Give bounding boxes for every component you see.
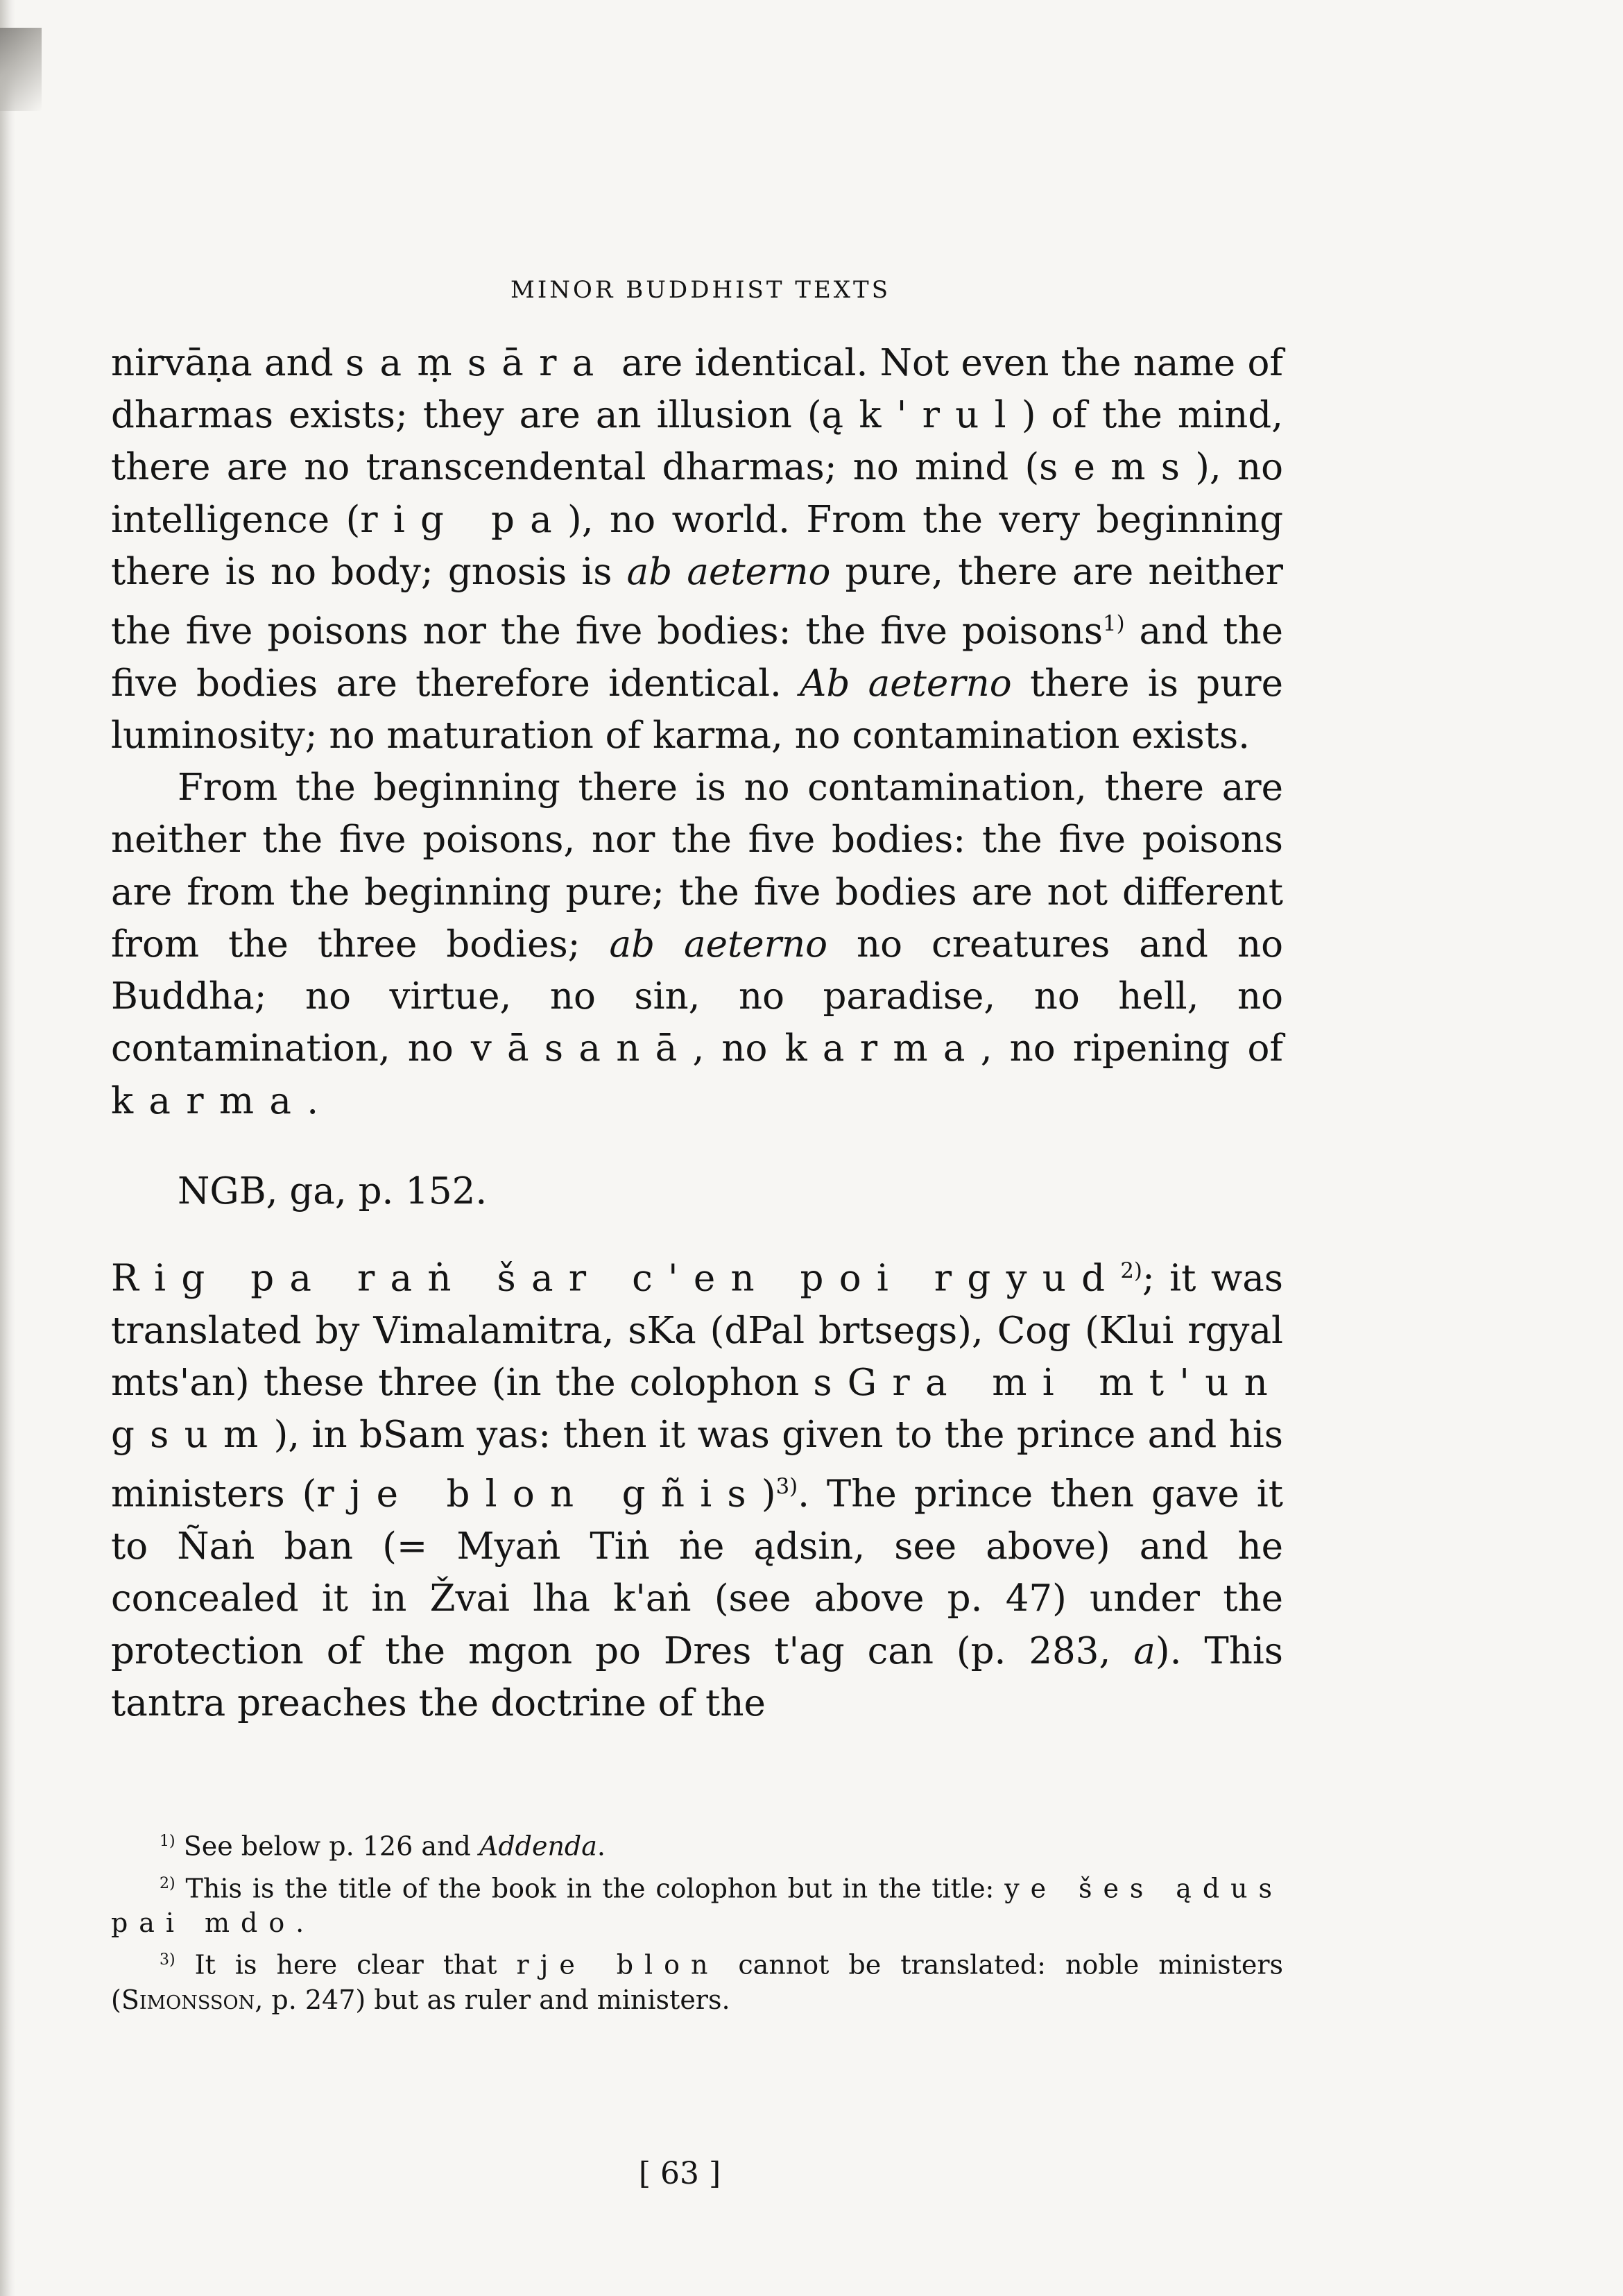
paragraph-3: Rig pa raṅ šar c'en poi rgyud$^{2)}$; it was translated by Vimalamitra, sKa (dPal brtsegs), Cog (Klui rgyal mts'an) these three (in the colophon sGra mi mt'un gsum), in bSam yas: then it was given to the prince and his ministers (rje blon gñis)$^{3)}$. The prince then gave it to Ñaṅ ban (= Myaṅ Tiṅ ṅe ądsin, see above) and he concealed it in Žvai lha k'aṅ (see above p. 47) under the protection of the mgon po Dres t'ag can (p. 283, a). This tantra preaches the doctrine of the [111, 1257, 1284, 1724]
footnote-ref-2: 2) [1120, 1258, 1142, 1283]
page-number: [ 63 ] [638, 2156, 721, 2191]
footnote-3: $^{3)}$ It is here clear that rje blon cannot be translated: noble ministers (Simonsson, p. 247) but as ruler and ministers. [111, 1949, 1283, 2015]
footnote-ref-1: 1) [1103, 611, 1125, 637]
footnote-1: $^{1)}$ See below p. 126 and Addenda. [160, 1831, 606, 1862]
scan-edge-shadow [0, 0, 15, 2296]
paragraph-2: From the beginning there is no contamination, there are neither the five poisons, nor the five bodies: the five poisons are from the beginning pure; the five bodies are not different from the three bodies; ab aeterno no creatures and no Buddha; no virtue, no sin, no paradise, no hell, no contamination, no vāsanā, no karma, no ripening of karma. [111, 766, 1283, 1122]
main-text [111, 337, 1283, 1729]
section-heading: NGB, ga, p. 152. [178, 1170, 488, 1213]
scan-corner-shadow [0, 28, 42, 111]
footnotes [111, 1824, 1283, 2020]
running-head: MINOR BUDDHIST TEXTS [510, 276, 891, 304]
footnote-2: $^{2)}$ This is the title of the book in the colophon but in the title: ye šes ądus pai mdo. [111, 1873, 1283, 1939]
footnote-ref-3: 3) [775, 1474, 798, 1500]
paragraph-1: nirvāṇa and saṃsāra are identical. Not even the name of dharmas exists; they are an illusion (ąk'rul) of the mind, there are no transcendental dharmas; no mind (sems), no intelligence (rig pa), no world. From the very beginning there is no body; gnosis is ab aeterno pure, there are neither the five poisons nor the five bodies: the five poisons$^{1)}$ and the five bodies are therefore identical. Ab aeterno there is pure luminosity; no maturation of karma, no contamination exists. [111, 342, 1284, 757]
